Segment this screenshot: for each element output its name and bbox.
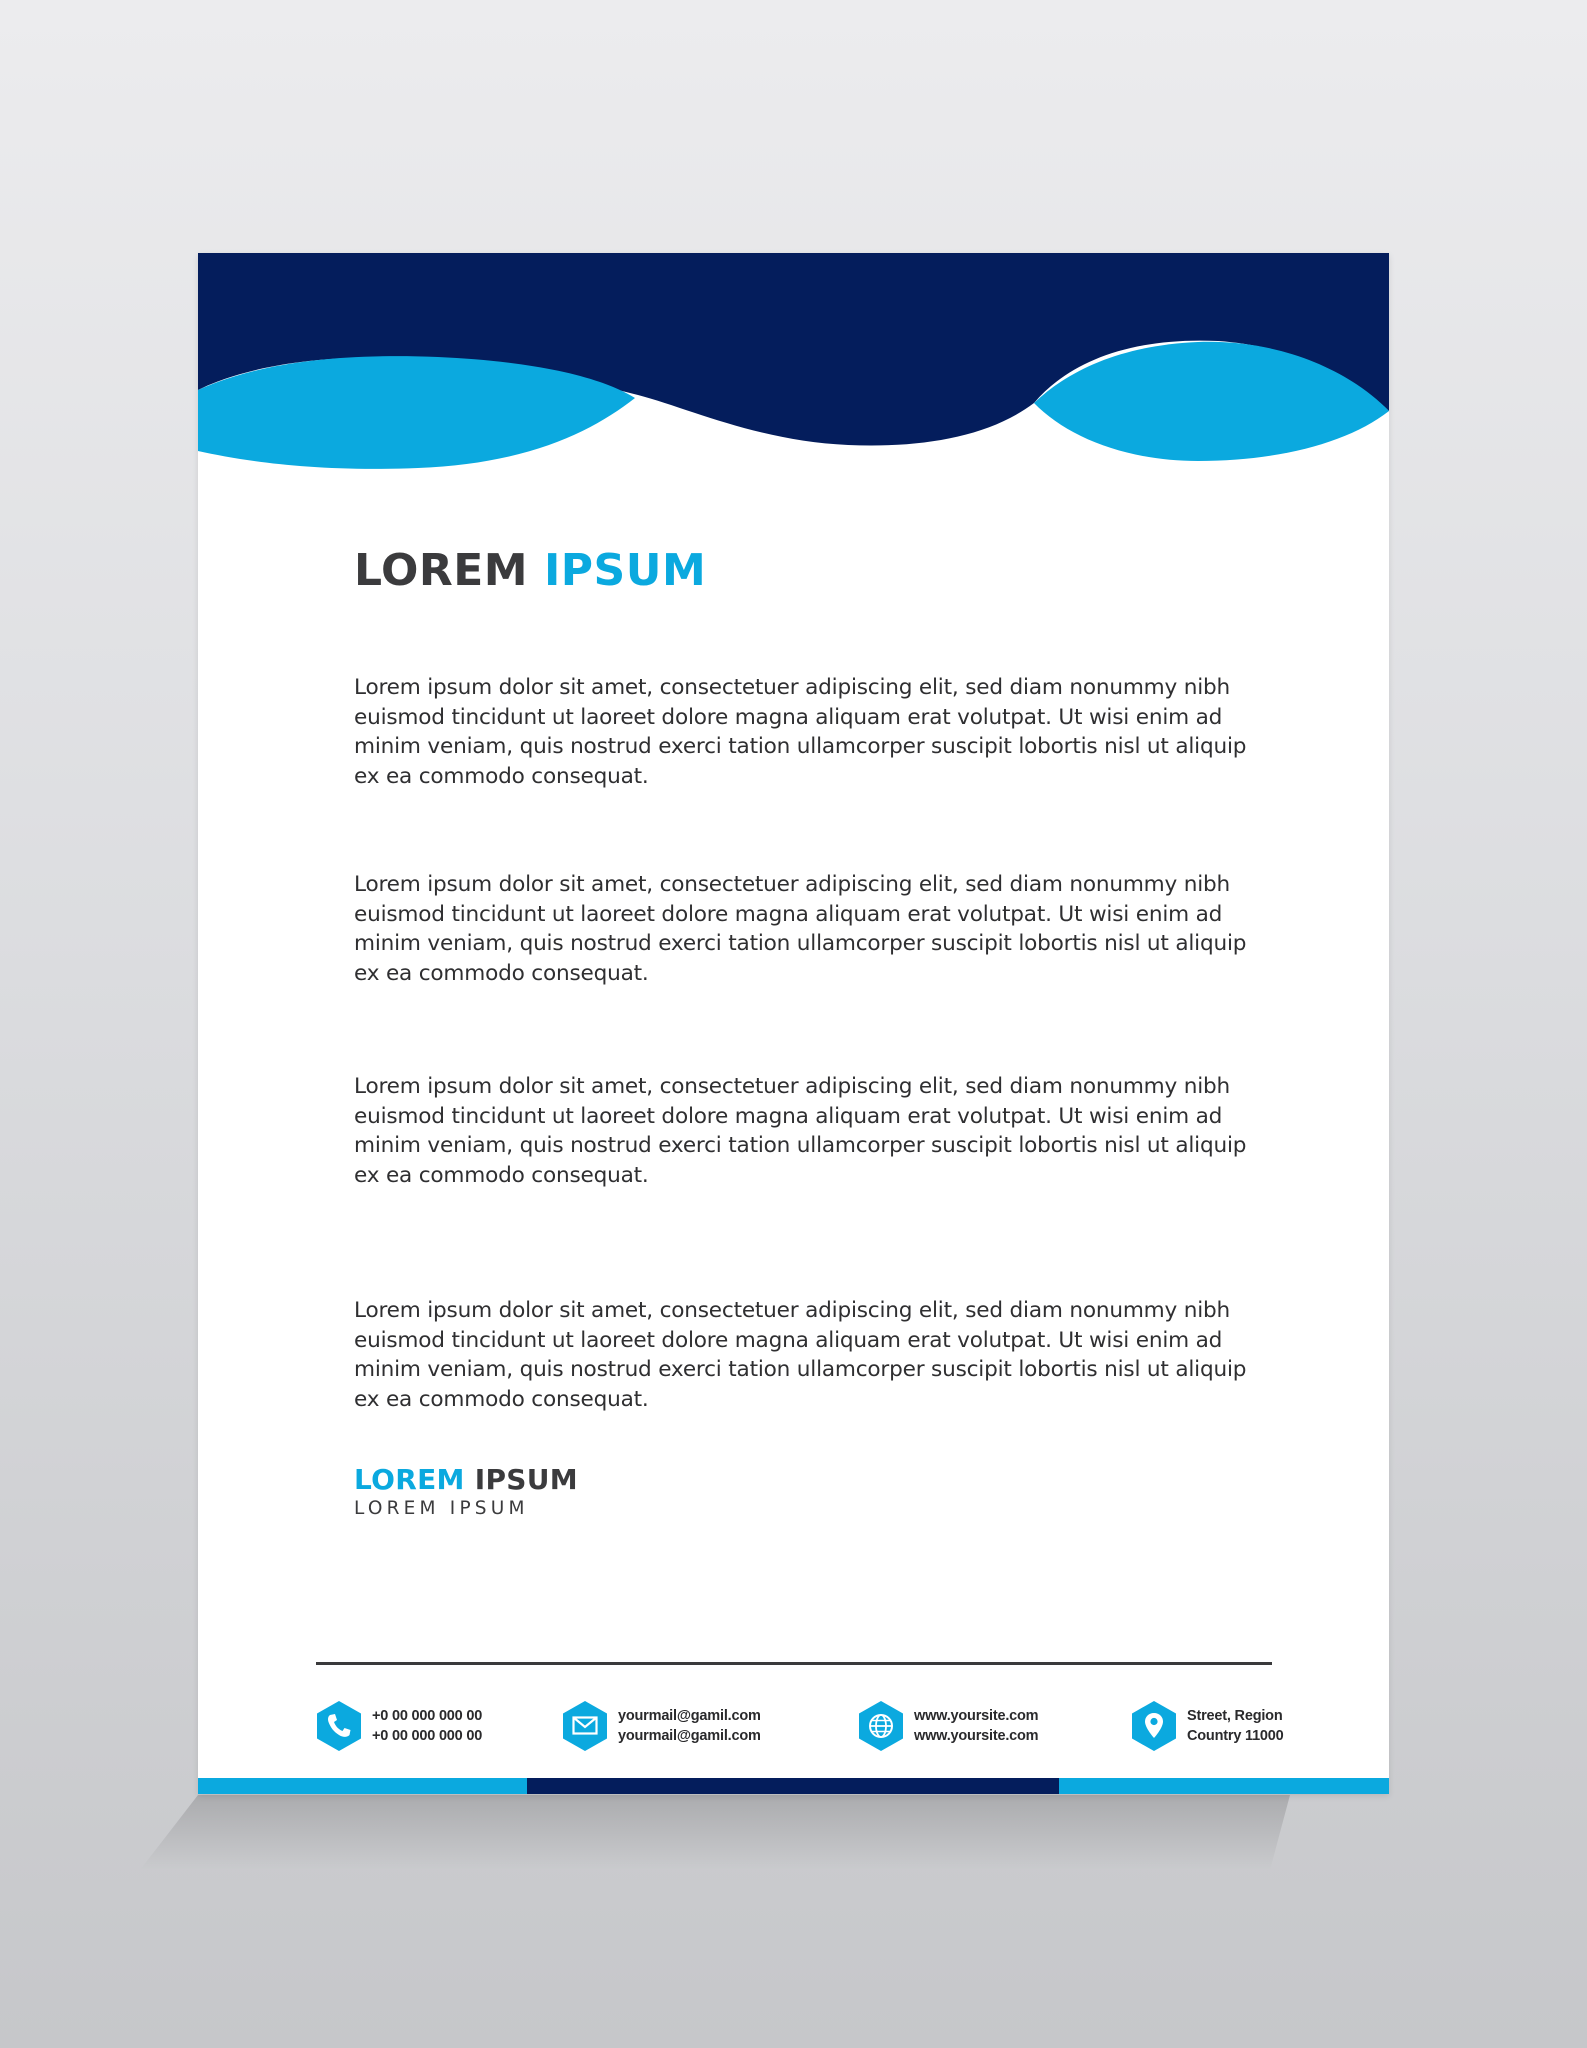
- location-pin-icon: [1131, 1700, 1177, 1752]
- globe-icon: [858, 1700, 904, 1752]
- title-word-blue: IPSUM: [543, 545, 707, 596]
- body-paragraph: Lorem ipsum dolor sit amet, consectetuer adipiscing elit, sed diam nonummy nibh euismod tincidunt ut laoreet dolore magna aliquam erat volutpat. Ut wisi enim ad minim veniam, quis nostrud exerci tation ullamcorper suscipit lobortis nisl ut aliquip ex ea commodo consequat.: [354, 872, 1247, 986]
- contact-address: [1131, 1699, 1284, 1753]
- footer-bar-segment-right: [1059, 1778, 1389, 1794]
- body-paragraph: Lorem ipsum dolor sit amet, consectetuer adipiscing elit, sed diam nonummy nibh euismod tincidunt ut laoreet dolore magna aliquam erat volutpat. Ut wisi enim ad minim veniam, quis nostrud exerci tation ullamcorper suscipit lobortis nisl ut aliquip ex ea commodo consequat.: [354, 1074, 1247, 1188]
- contact-phone: [316, 1699, 482, 1753]
- contact-address-line: Country 11000: [1187, 1728, 1284, 1744]
- footer-bar-segment-middle: [527, 1778, 1059, 1794]
- footer-color-bar: [198, 1778, 1389, 1794]
- contact-phone-line: +0 00 000 000 00: [372, 1728, 483, 1744]
- contact-address-line: Street, Region: [1187, 1708, 1283, 1724]
- phone-icon: [316, 1700, 362, 1752]
- contact-website: [858, 1699, 1038, 1753]
- signature-subtitle: LOREM IPSUM: [354, 1498, 529, 1519]
- letterhead-page: [198, 253, 1389, 1794]
- contact-website-line: www.yoursite.com: [914, 1708, 1039, 1724]
- header-wave-decoration: [198, 253, 1389, 483]
- title-word-dark: LOREM: [354, 545, 529, 596]
- contact-email-line: yourmail@gamil.com: [618, 1728, 761, 1744]
- envelope-icon: [562, 1700, 608, 1752]
- body-paragraph: Lorem ipsum dolor sit amet, consectetuer adipiscing elit, sed diam nonummy nibh euismod tincidunt ut laoreet dolore magna aliquam erat volutpat. Ut wisi enim ad minim veniam, quis nostrud exerci tation ullamcorper suscipit lobortis nisl ut aliquip ex ea commodo consequat.: [354, 675, 1247, 789]
- contact-website-line: www.yoursite.com: [914, 1728, 1039, 1744]
- body-paragraph: Lorem ipsum dolor sit amet, consectetuer adipiscing elit, sed diam nonummy nibh euismod tincidunt ut laoreet dolore magna aliquam erat volutpat. Ut wisi enim ad minim veniam, quis nostrud exerci tation ullamcorper suscipit lobortis nisl ut aliquip ex ea commodo consequat.: [354, 1298, 1247, 1412]
- signature-name-blue: LOREM: [354, 1463, 465, 1496]
- footer-bar-segment-left: [198, 1778, 527, 1794]
- contact-phone-line: +0 00 000 000 00: [372, 1708, 483, 1724]
- signature-name: [354, 1464, 578, 1496]
- signature-block: [354, 1464, 578, 1519]
- footer-divider: [316, 1662, 1272, 1665]
- contact-email: [562, 1699, 761, 1753]
- signature-name-dark: IPSUM: [474, 1463, 578, 1496]
- page-title: [354, 545, 706, 596]
- contact-email-line: yourmail@gamil.com: [618, 1708, 761, 1724]
